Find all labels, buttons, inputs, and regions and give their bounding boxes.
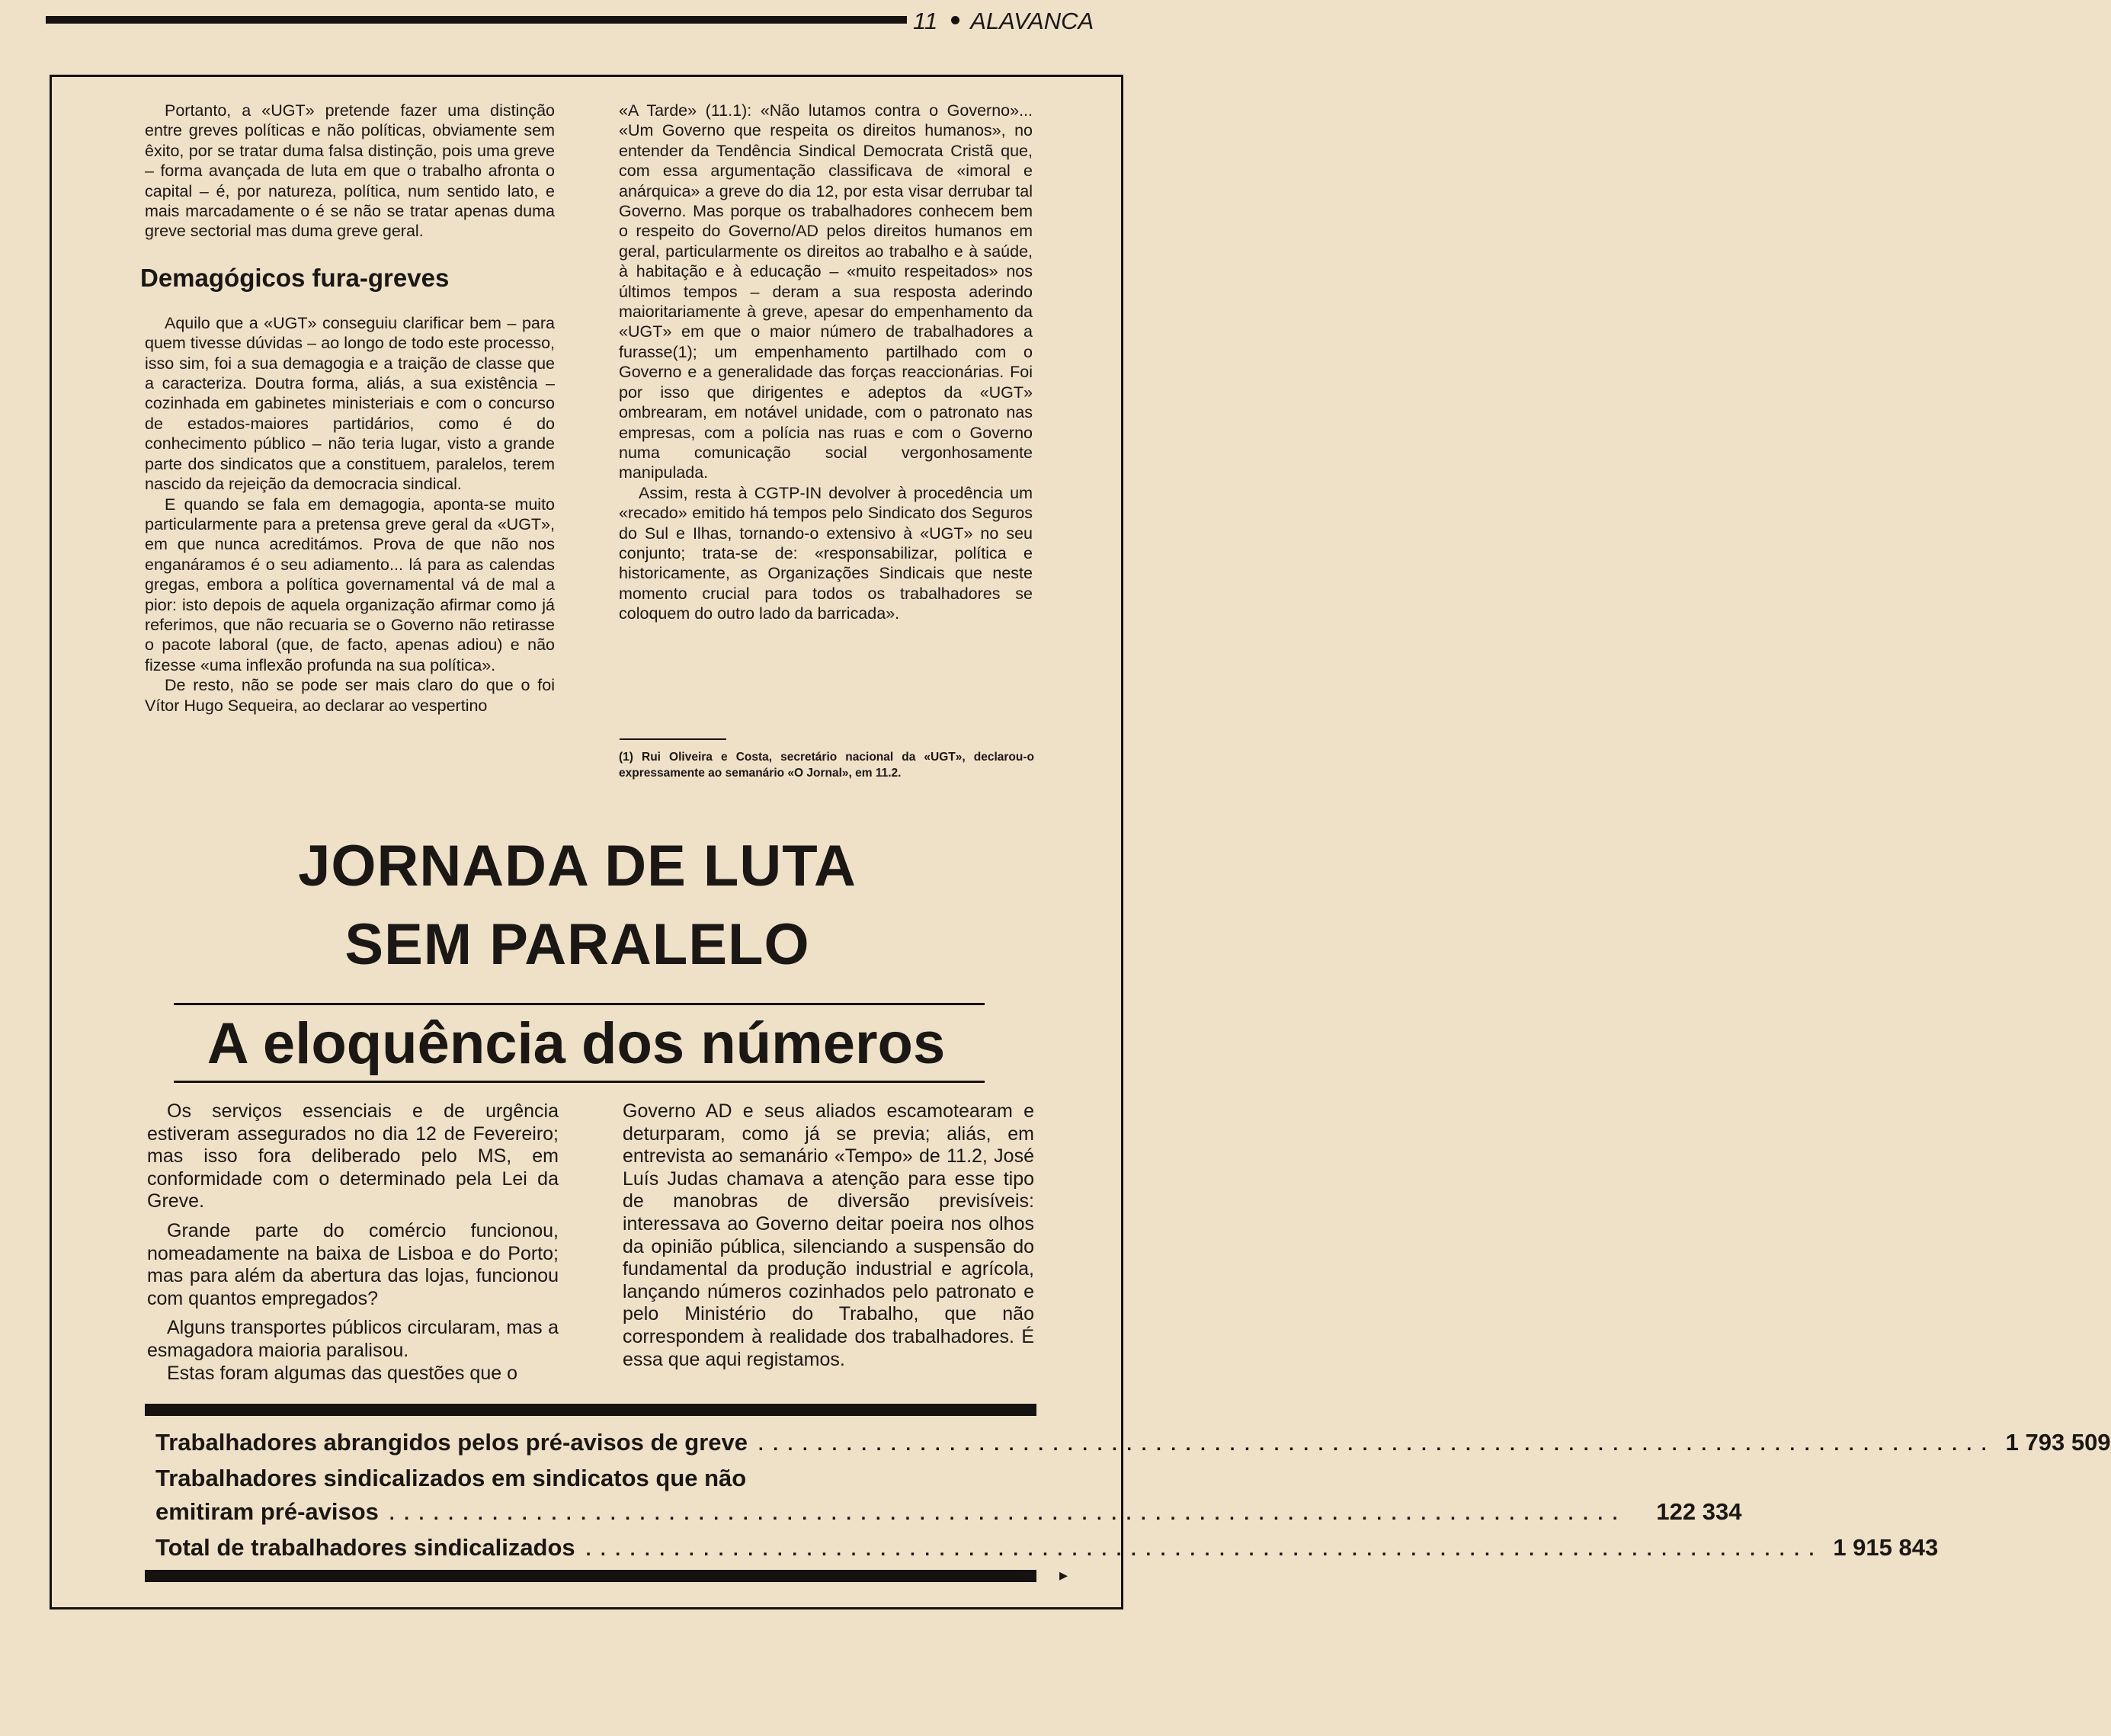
stat-label: Trabalhadores abrangidos pelos pré-avisos de greve <box>155 1429 748 1456</box>
paragraph: «A Tarde» (11.1): «Não lutamos contra o Governo»... «Um Governo que respeita os direitos humanos», no entender da Tendência Sindical Democrata Cristã que, com essa argumentação classificava de «imoral e anárquica» a greve do dia 12, por esta visar derrubar tal Governo. Mas porque os trabalhadores conhecem bem o respeito do Governo/AD pelos direitos humanos em geral, particularmente os direitos ao trabalho e à saúde, à habitação e à educação – «muito respeitados» nos últimos tempos – deram a sua resposta aderindo maioritariamente à greve, apesar do empenhamento da «UGT» em que o maior número de trabalhadores a furasse(1); um empenhamento partilhado com o Governo e a generalidade das forças reaccionárias. Foi por isso que dirigentes e adeptos da «UGT» ombrearam, em notável unidade, com o patronato nas empresas, com a polícia nas ruas e com o Governo numa comunicação social vergonhosamente manipulada. <box>619 101 1033 482</box>
stat-row <box>155 1531 1939 1567</box>
lower-left-column <box>147 1100 559 1392</box>
headline-rule-top <box>174 1003 985 1005</box>
continue-arrow-icon: ▸ <box>1059 1565 1068 1584</box>
paragraph: Alguns transportes públicos circularam, mas a esmagadora maioria paralisou. <box>147 1317 559 1361</box>
stat-label: Trabalhadores sindicalizados em sindicatos que não <box>155 1465 747 1491</box>
bullet-icon <box>951 16 959 24</box>
leader-dots: . . . . . . . . . . . . . . . . . . . . . . . . . . . . . . . . . . . . . . . . . . . . . . . . . . . . . . . . . . . . . . . . . . . . . . . . . . . . . . . . . . . . <box>585 1539 1817 1560</box>
paragraph: Estas foram algumas das questões que o <box>167 1362 517 1384</box>
title-line-2: SEM PARALELO <box>344 912 810 977</box>
upper-right-column <box>619 101 1033 624</box>
paragraph: Assim, resta à CGTP-IN devolver à procedência um «recado» emitido há tempos pelo Sindicato dos Seguros do Sul e Ilhas, tornando-o extensivo à «UGT» no seu conjunto; trata-se de: «responsabilizar, política e historicamente, as Organizações Sindicais que neste momento crucial para todos os trabalhadores se coloquem do outro lado da barricada». <box>619 483 1033 623</box>
running-header <box>913 6 1157 37</box>
stats-rule-bottom <box>145 1570 1036 1582</box>
page-number: 11 <box>913 8 938 34</box>
footnote: (1) Rui Oliveira e Costa, secretário nacional da «UGT», declarou-o expressamente ao semanário «O Jornal», em 11.2. <box>619 751 1034 780</box>
paragraph: Grande parte do comércio funcionou, nomeadamente na baixa de Lisboa e do Porto; mas para além da abertura das lojas, funcionou com quantos empregados? <box>147 1219 559 1309</box>
stat-value: 122 334 <box>1656 1498 1742 1525</box>
paragraph: Governo AD e seus aliados escamotearam e deturparam, como já se previa; aliás, em entrevista ao semanário «Tempo» de 11.2, José Luís Judas chamava a atenção para esse tipo de manobras de diversão previsíveis: interessava ao Governo deitar poeira nos olhos da opinião pública, silenciando a suspensão do fundamental da produção industrial e agrícola, lançando números cozinhados pelo patronato e pelo Ministério do Trabalho, que não correspondem à realidade dos trabalhadores. É essa que aqui registamos. <box>623 1100 1034 1370</box>
lower-right-column <box>623 1100 1034 1378</box>
title-line-1: JORNADA DE LUTA <box>298 834 857 898</box>
subheading: Demagógicos fura-greves <box>140 263 450 292</box>
paragraph: Os serviços essenciais e de urgência estiveram assegurados no dia 12 de Fevereiro; mas isso fora deliberado pelo MS, em conformidade com o determinado pela Lei da Greve. <box>147 1100 559 1212</box>
header-rule <box>46 16 907 24</box>
stat-label: emitiram pré-avisos <box>155 1498 379 1525</box>
paragraph: Aquilo que a «UGT» conseguiu clarificar bem – para quem tivesse dúvidas – ao longo de todo este processo, isso sim, foi a sua demagogia e a traição de classe que a caracteriza. Doutra forma, aliás, a sua existência – cozinhada em gabinetes ministeriais e com o concurso de estados-maiores partidários, como é do conhecimento público – não teria lugar, visto a grande parte dos sindicatos que a constituem, paralelos, terem nascido da rejeição da democracia sindical. <box>145 313 555 494</box>
stat-value: 1 915 843 <box>1833 1534 1939 1561</box>
leader-dots: . . . . . . . . . . . . . . . . . . . . . . . . . . . . . . . . . . . . . . . . . . . . . . . . . . . . . . . . . . . . . . . . . . . . . . . . . . . . . . . . . . . . <box>389 1504 1620 1524</box>
stats-table <box>155 1426 2111 1567</box>
paragraph: E quando se fala em demagogia, aponta-se muito particularmente para a pretensa greve geral da «UGT», em que nunca acreditámos. Prova de que não nos enganáramos é o seu adiamento... lá para as calendas gregas, embora a política governamental vá de mal a pior: isto depois de aquela organização afirmar como já referimos, que não recuaria se o Governo não retirasse o pacote laboral (que, de facto, apenas adiou) e não fizesse «uma inflexão profunda na sua política». <box>145 495 555 674</box>
publication-name: ALAVANCA <box>970 8 1094 34</box>
stat-label: Total de trabalhadores sindicalizados <box>155 1534 575 1561</box>
stats-rule-top <box>145 1404 1036 1416</box>
paragraph: Portanto, a «UGT» pretende fazer uma distinção entre greves políticas e não políticas, obviamente sem êxito, por se tratar duma falsa distinção, pois uma greve – forma avançada de luta em que o trabalho afronta o capital – é, por natureza, política, num sentido lato, e mais marcadamente o é se não se tratar apenas duma greve sectorial mas duma greve geral. <box>145 101 555 241</box>
stat-value: 1 793 509 <box>2005 1429 2111 1456</box>
stat-row <box>155 1462 1046 1495</box>
headline: A eloquência dos números <box>207 1011 946 1076</box>
stat-row <box>155 1495 1742 1531</box>
headline-rule-bottom <box>174 1081 985 1083</box>
footnote-rule <box>620 738 726 740</box>
stat-row <box>155 1426 2111 1462</box>
paragraph: De resto, não se pode ser mais claro do que o foi Vítor Hugo Sequeira, ao declarar ao vespertino <box>145 676 555 715</box>
upper-left-column <box>140 101 555 716</box>
leader-dots: . . . . . . . . . . . . . . . . . . . . . . . . . . . . . . . . . . . . . . . . . . . . . . . . . . . . . . . . . . . . . . . . . . . . . . . . . . . . . . . . . . . . <box>758 1434 1989 1455</box>
